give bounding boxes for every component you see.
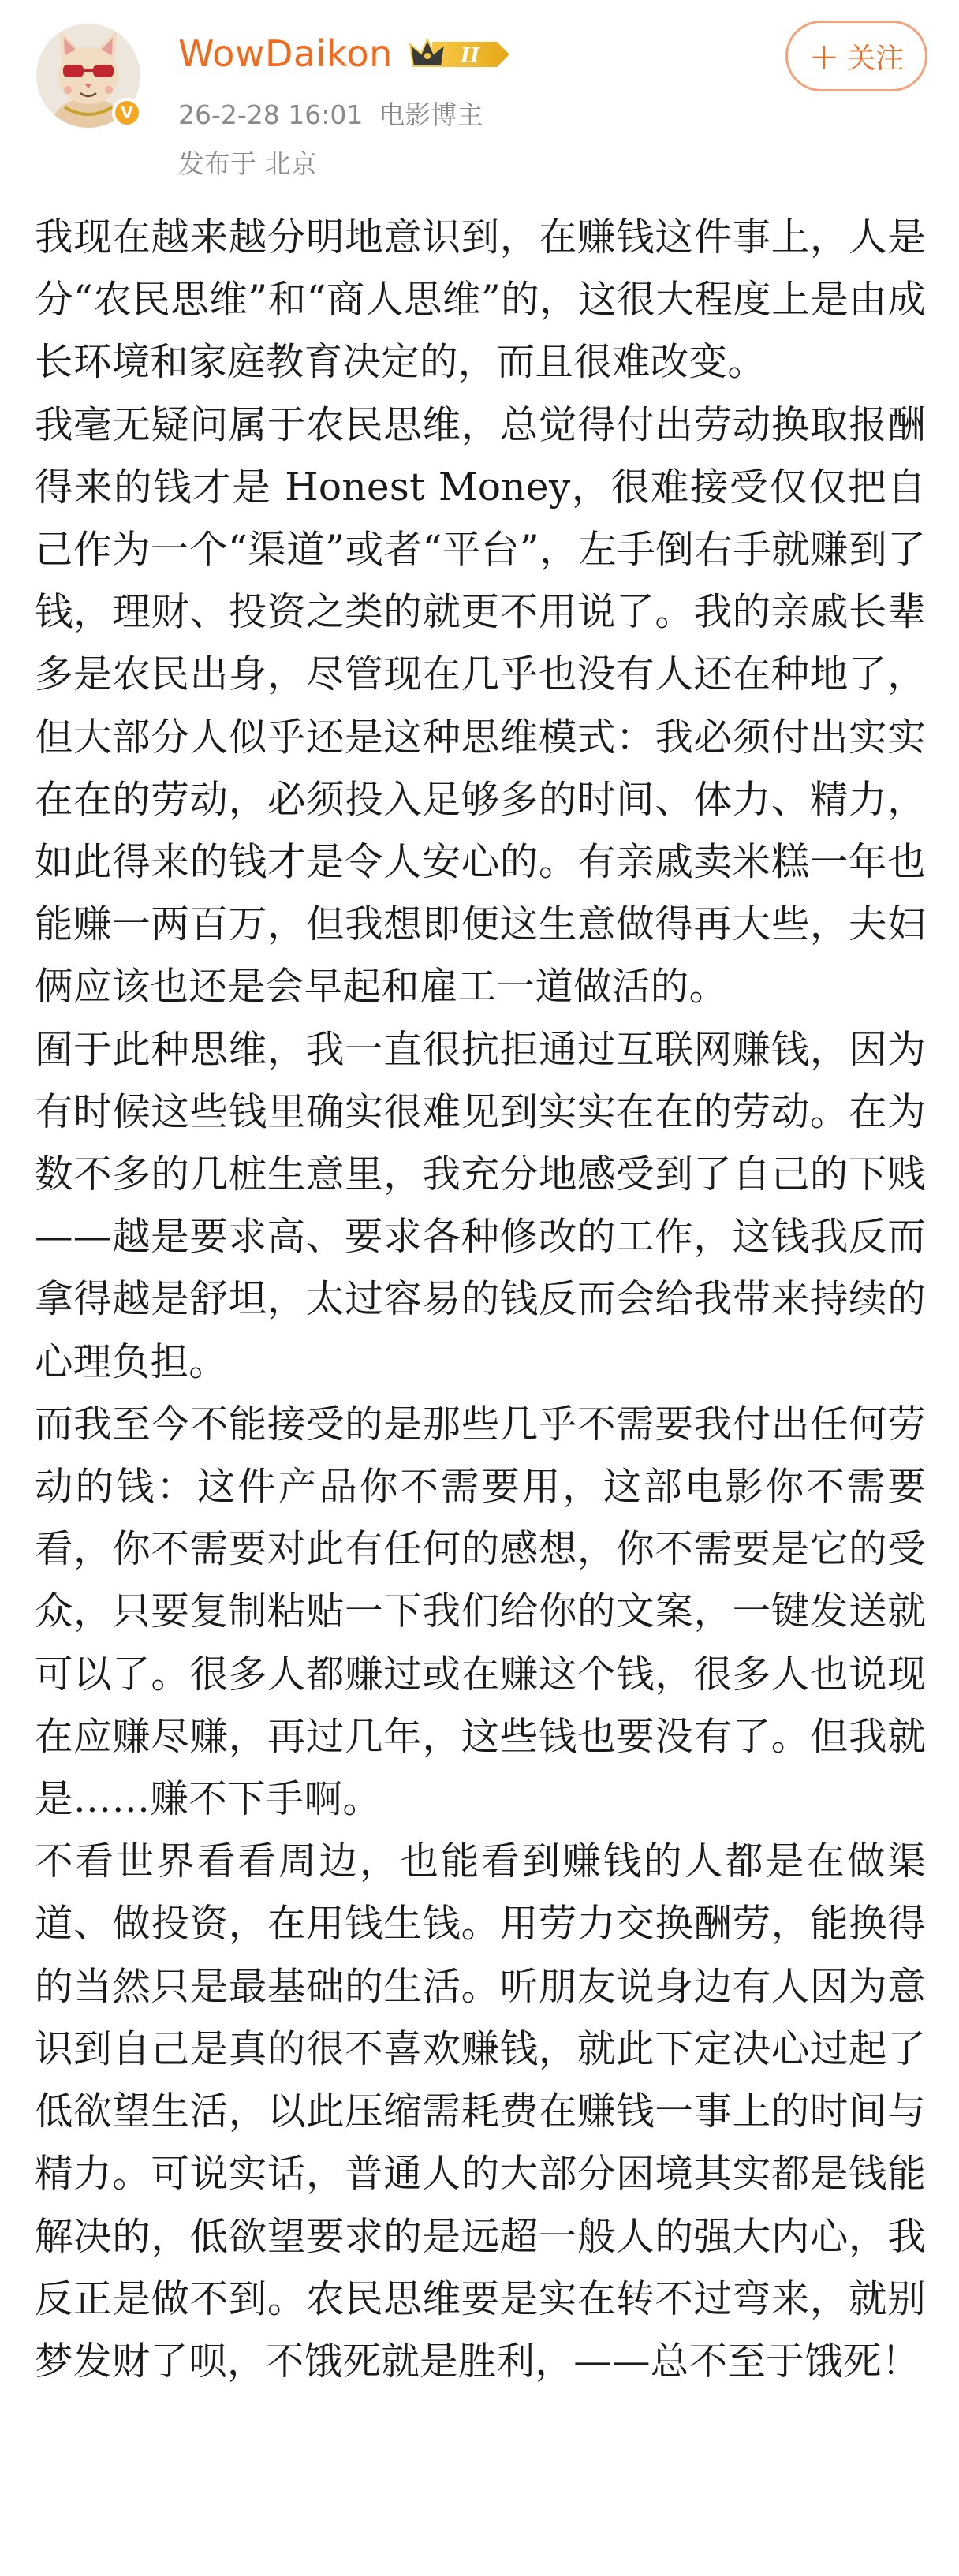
post-header: [0, 0, 959, 189]
follow-button-label: 关注: [847, 42, 905, 75]
post-paragraph: 我现在越来越分明地意识到，在赚钱这件事上，人是分“农民思维”和“商人思维”的，这很大程度上是由成长环境和家庭教育决定的，而且很难改变。: [35, 215, 926, 385]
post-paragraph: 不看世界看看周边，也能看到赚钱的人都是在做渠道、做投资，在用钱生钱。用劳力交换酬劳，能换得的当然只是最基础的生活。听朋友说身边有人因为意识到自己是真的很不喜欢赚钱，就此下定决心过起了低欲望生活，以此压缩需耗费在赚钱一事上的时间与精力。可说实话，普通人的大部分困境其实都是钱能解决的，低欲望要求的是远超一般人的强大内心，我反正是做不到。农民思维要是实在转不过弯来，就别梦发财了呗，不饿死就是胜利，——总不至于饿死！: [35, 1839, 926, 2384]
crown-level-icon: [409, 35, 516, 74]
author-username[interactable]: WowDaikon: [178, 32, 393, 75]
level-badge-text: II: [460, 44, 480, 68]
post-paragraph: 我毫无疑问属于农民思维，总觉得付出劳动换取报酬得来的钱才是 Honest Money，很难接受仅仅把自己作为一个“渠道”或者“平台”，左手倒右手就赚到了钱，理财、投资之类的就更不用说了。我的亲戚长辈多是农民出身，尽管现在几乎也没有人还在种地了，但大部分人似乎还是这种思维模式：我必须付出实实在在的劳动，必须投入足够多的时间、体力、精力，如此得来的钱才是令人安心的。有亲戚卖米糕一年也能赚一两百万，但我想即便这生意做得再大些，夫妇俩应该也还是会早起和雇工一道做活的。: [35, 402, 926, 1010]
post-paragraph: 而我至今不能接受的是那些几乎不需要我付出任何劳动的钱：这件产品你不需要用，这部电影你不需要看，你不需要对此有任何的感想，你不需要是它的受众，只要复制粘贴一下我们给你的文案，一键发送就可以了。很多人都赚过或在赚这个钱，很多人也说现在应赚尽赚，再过几年，这些钱也要没有了。但我就是……赚不下手啊。: [35, 1402, 926, 1822]
verified-badge: V: [112, 98, 142, 128]
post-body: [35, 207, 926, 2393]
post-timestamp[interactable]: 26-2-28 16:01: [178, 99, 364, 130]
level-badge: [409, 35, 516, 74]
post-location: 发布于 北京: [178, 148, 317, 179]
author-title: 电影博主: [379, 99, 483, 130]
post-meta: [178, 98, 483, 133]
plus-icon: +: [808, 35, 840, 77]
post-paragraph: 囿于此种思维，我一直很抗拒通过互联网赚钱，因为有时候这些钱里确实很难见到实实在在的劳动。在为数不多的几桩生意里，我充分地感受到了自己的下贱——越是要求高、要求各种修改的工作，这钱我反而拿得越是舒坦，太过容易的钱反而会给我带来持续的心理负担。: [35, 1027, 926, 1384]
follow-button[interactable]: [785, 21, 927, 91]
